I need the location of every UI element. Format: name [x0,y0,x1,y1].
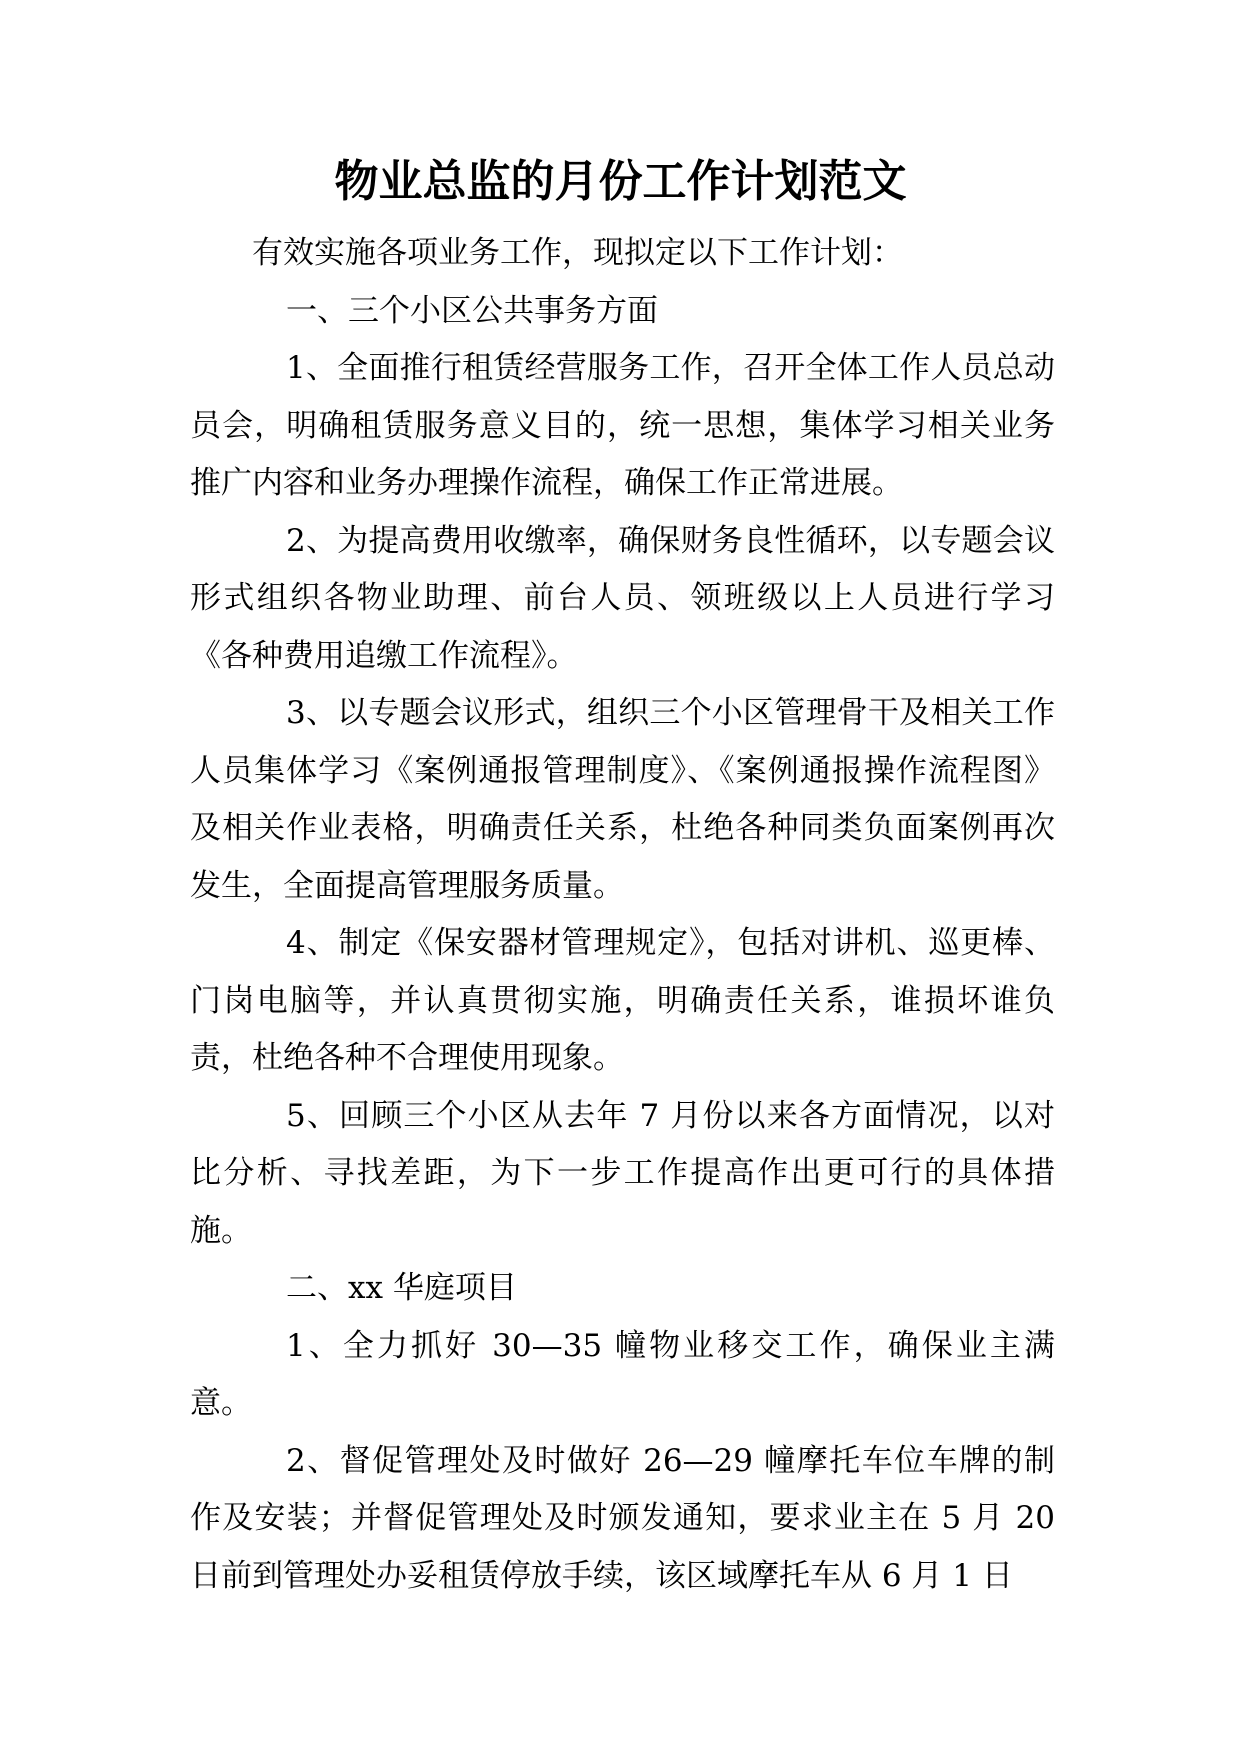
section-heading-public-affairs: 一、三个小区公共事务方面 [286,292,658,329]
paragraph-item-2: 2、为提高费用收缴率，确保财务良性循环，以专题会议形式组织各物业助理、前台人员、领班级以上人员进行学习《各种费用追缴工作流程》。 [190,522,1055,674]
document-title: 物业总监的月份工作计划范文 [334,156,907,207]
intro-paragraph: 有效实施各项业务工作，现拟定以下工作计划： [252,235,903,271]
paragraph-item-1: 1、全面推行租赁经营服务工作，召开全体工作人员总动员会，明确租赁服务意义目的，统一思想，集体学习相关业务推广内容和业务办理操作流程，确保工作正常进展。 [190,350,1055,501]
section-heading-huating-project: 二、xx 华庭项目 [286,1270,517,1306]
paragraph-item-5: 5、回顾三个小区从去年 7 月份以来各方面情况，以对比分析、寻找差距，为下一步工作提高作出更可行的具体措施。 [190,1097,1055,1249]
paragraph-item-3: 3、以专题会议形式，组织三个小区管理骨干及相关工作人员集体学习《案例通报管理制度》、《案例通报操作流程图》及相关作业表格，明确责任关系，杜绝各种同类负面案例再次发生，全面提高管理服务质量。 [190,695,1055,904]
paragraph-project-item-1: 1、全力抓好 30—35 幢物业移交工作，确保业主满意。 [190,1327,1055,1421]
document-body [190,225,1055,1605]
paragraph-project-item-2: 2、督促管理处及时做好 26—29 幢摩托车位车牌的制作及安装；并督促管理处及时颁发通知，要求业主在 5 月 20 日前到管理处办妥租赁停放手续，该区域摩托车从 6 月 1 日 [190,1442,1055,1594]
paragraph-item-4: 4、制定《保安器材管理规定》，包括对讲机、巡更棒、门岗电脑等，并认真贯彻实施，明确责任关系，谁损坏谁负责，杜绝各种不合理使用现象。 [190,925,1055,1076]
